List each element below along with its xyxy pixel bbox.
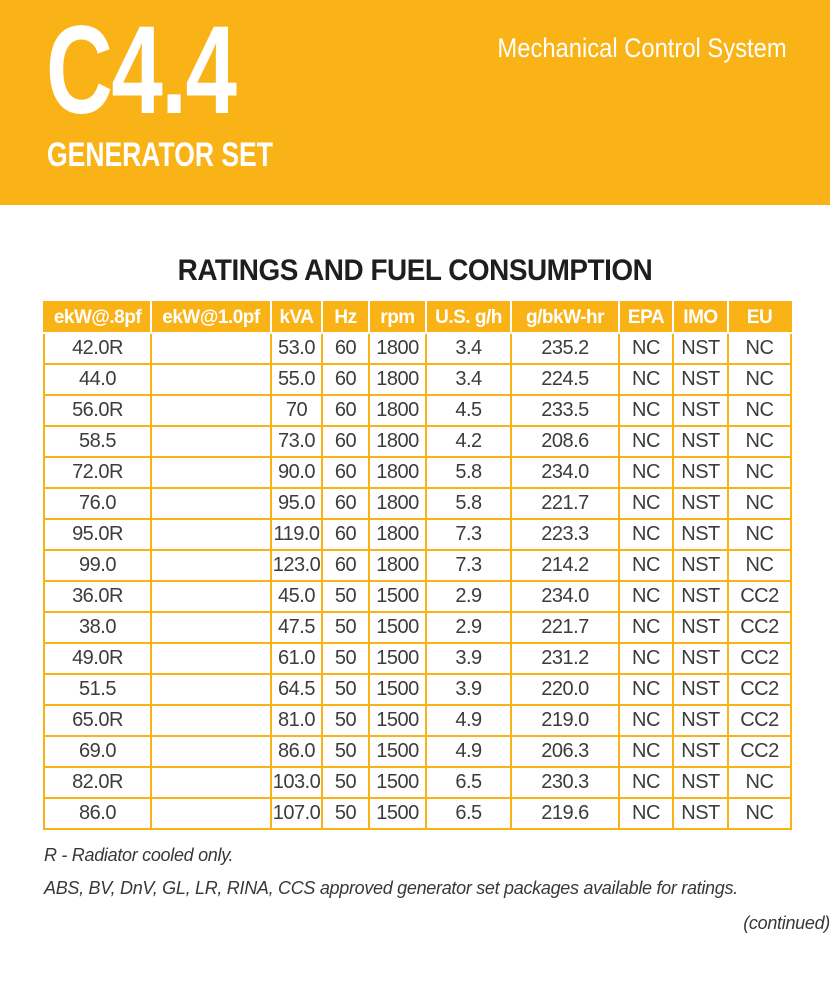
table-cell: 76.0	[44, 488, 151, 519]
table-cell: NST	[673, 767, 728, 798]
table-cell: NST	[673, 364, 728, 395]
table-row	[44, 457, 791, 488]
table-cell: 231.2	[511, 643, 619, 674]
table-cell: 2.9	[426, 612, 511, 643]
table-cell: 81.0	[271, 705, 322, 736]
table-cell	[151, 550, 271, 581]
column-header: U.S. g/h	[426, 302, 511, 333]
table-cell: 38.0	[44, 612, 151, 643]
table-cell: NC	[728, 798, 791, 829]
table-cell: 5.8	[426, 457, 511, 488]
column-header: ekW@.8pf	[44, 302, 151, 333]
table-cell: 49.0R	[44, 643, 151, 674]
column-header: Hz	[322, 302, 369, 333]
table-cell: 3.4	[426, 333, 511, 364]
table-cell: NC	[619, 550, 673, 581]
table-cell: 4.9	[426, 736, 511, 767]
table-cell: 56.0R	[44, 395, 151, 426]
table-cell: 60	[322, 333, 369, 364]
table-cell: 64.5	[271, 674, 322, 705]
table-row	[44, 674, 791, 705]
table-cell	[151, 395, 271, 426]
table-cell: 42.0R	[44, 333, 151, 364]
table-cell: 1800	[369, 333, 426, 364]
table-cell: NC	[619, 612, 673, 643]
table-row	[44, 395, 791, 426]
table-cell: NC	[728, 395, 791, 426]
table-cell: NST	[673, 457, 728, 488]
table-cell: NC	[619, 333, 673, 364]
table-cell: NC	[619, 798, 673, 829]
table-cell: NST	[673, 333, 728, 364]
table-cell: 50	[322, 581, 369, 612]
table-cell: 2.9	[426, 581, 511, 612]
table-row	[44, 364, 791, 395]
table-row	[44, 798, 791, 829]
table-cell: 234.0	[511, 457, 619, 488]
column-header: kVA	[271, 302, 322, 333]
table-cell: 1500	[369, 705, 426, 736]
table-row	[44, 488, 791, 519]
table-cell: 51.5	[44, 674, 151, 705]
table-row	[44, 736, 791, 767]
table-cell: 4.5	[426, 395, 511, 426]
table-cell: 4.2	[426, 426, 511, 457]
table-cell: 69.0	[44, 736, 151, 767]
table-cell: 1500	[369, 736, 426, 767]
table-row	[44, 612, 791, 643]
table-cell: NC	[619, 457, 673, 488]
table-cell: 36.0R	[44, 581, 151, 612]
table-cell: 50	[322, 705, 369, 736]
section-title: RATINGS AND FUEL CONSUMPTION	[177, 254, 653, 287]
table-cell	[151, 426, 271, 457]
table-cell: NST	[673, 674, 728, 705]
table-cell: 60	[322, 550, 369, 581]
table-cell: 4.9	[426, 705, 511, 736]
table-row	[44, 333, 791, 364]
table-cell: 6.5	[426, 798, 511, 829]
table-cell: CC2	[728, 736, 791, 767]
table-cell: 61.0	[271, 643, 322, 674]
table-cell: 60	[322, 364, 369, 395]
table-cell: 50	[322, 767, 369, 798]
table-cell	[151, 457, 271, 488]
table-cell	[151, 705, 271, 736]
table-cell	[151, 488, 271, 519]
table-cell: 6.5	[426, 767, 511, 798]
column-header: EU	[728, 302, 791, 333]
table-cell: 208.6	[511, 426, 619, 457]
table-cell: 60	[322, 457, 369, 488]
table-cell	[151, 798, 271, 829]
table-cell: 1800	[369, 395, 426, 426]
table-cell: 95.0	[271, 488, 322, 519]
table-cell: CC2	[728, 612, 791, 643]
table-cell: 60	[322, 488, 369, 519]
table-cell: 60	[322, 426, 369, 457]
table-cell: 223.3	[511, 519, 619, 550]
table-row	[44, 519, 791, 550]
table-cell: 50	[322, 736, 369, 767]
table-cell: NC	[619, 581, 673, 612]
table-header	[44, 302, 791, 333]
table-cell: 50	[322, 612, 369, 643]
table-cell: 221.7	[511, 612, 619, 643]
table-cell: 50	[322, 798, 369, 829]
table-cell: 65.0R	[44, 705, 151, 736]
table-cell: 50	[322, 643, 369, 674]
ratings-table-wrap	[43, 301, 790, 830]
table-cell: 219.6	[511, 798, 619, 829]
table-cell: NST	[673, 643, 728, 674]
table-cell: 95.0R	[44, 519, 151, 550]
table-cell	[151, 767, 271, 798]
table-row	[44, 581, 791, 612]
table-cell: NC	[728, 519, 791, 550]
table-cell: 233.5	[511, 395, 619, 426]
table-cell: 73.0	[271, 426, 322, 457]
table-cell	[151, 643, 271, 674]
table-cell: NC	[619, 736, 673, 767]
table-cell: 1500	[369, 798, 426, 829]
header-banner	[0, 0, 830, 205]
table-cell: 3.9	[426, 643, 511, 674]
table-cell: NC	[619, 395, 673, 426]
table-cell: NST	[673, 395, 728, 426]
table-cell: 55.0	[271, 364, 322, 395]
table-cell: 1800	[369, 488, 426, 519]
table-cell: NST	[673, 550, 728, 581]
table-row	[44, 767, 791, 798]
table-cell: CC2	[728, 705, 791, 736]
table-cell: 214.2	[511, 550, 619, 581]
column-header: IMO	[673, 302, 728, 333]
header-row	[44, 302, 791, 333]
table-cell: NC	[728, 333, 791, 364]
table-cell: 50	[322, 674, 369, 705]
note-approvals: ABS, BV, DnV, GL, LR, RINA, CCS approved generator set packages available for ratings.	[44, 878, 738, 898]
table-cell: 45.0	[271, 581, 322, 612]
ratings-table	[43, 301, 792, 830]
table-cell: 1500	[369, 612, 426, 643]
table-body	[44, 333, 791, 829]
table-cell: NC	[728, 550, 791, 581]
table-cell: 53.0	[271, 333, 322, 364]
table-cell	[151, 674, 271, 705]
table-cell: CC2	[728, 643, 791, 674]
table-cell: NST	[673, 705, 728, 736]
table-cell: 119.0	[271, 519, 322, 550]
table-cell: NC	[619, 519, 673, 550]
column-header: rpm	[369, 302, 426, 333]
table-cell: 1500	[369, 643, 426, 674]
table-cell: 60	[322, 395, 369, 426]
table-cell	[151, 612, 271, 643]
table-cell: NST	[673, 612, 728, 643]
table-cell: 7.3	[426, 550, 511, 581]
table-cell: CC2	[728, 674, 791, 705]
table-cell: 44.0	[44, 364, 151, 395]
table-cell: NC	[728, 364, 791, 395]
table-cell: NST	[673, 736, 728, 767]
table-cell: 86.0	[271, 736, 322, 767]
control-system-tagline: Mechanical Control System	[497, 33, 787, 63]
product-name: GENERATOR SET	[47, 136, 273, 174]
table-cell: 123.0	[271, 550, 322, 581]
table-cell: 1800	[369, 426, 426, 457]
table-cell: NC	[728, 457, 791, 488]
table-cell: 7.3	[426, 519, 511, 550]
table-cell	[151, 736, 271, 767]
table-cell: NC	[728, 767, 791, 798]
table-cell: NST	[673, 798, 728, 829]
table-cell: 1800	[369, 457, 426, 488]
table-cell: NC	[619, 643, 673, 674]
table-cell	[151, 581, 271, 612]
table-cell: 1800	[369, 550, 426, 581]
page-content	[0, 205, 830, 934]
table-cell: 3.9	[426, 674, 511, 705]
table-cell: 86.0	[44, 798, 151, 829]
table-cell: NC	[728, 426, 791, 457]
table-cell: 5.8	[426, 488, 511, 519]
continued-label: (continued)	[743, 913, 830, 933]
table-cell	[151, 519, 271, 550]
table-cell: NC	[619, 364, 673, 395]
model-number: C4.4	[46, 1, 236, 140]
table-cell: 70	[271, 395, 322, 426]
table-cell: 1800	[369, 519, 426, 550]
table-cell: NC	[619, 426, 673, 457]
table-cell: 206.3	[511, 736, 619, 767]
table-cell: NC	[619, 705, 673, 736]
table-cell	[151, 364, 271, 395]
table-cell: 234.0	[511, 581, 619, 612]
table-cell: 219.0	[511, 705, 619, 736]
table-cell: 60	[322, 519, 369, 550]
table-cell: 58.5	[44, 426, 151, 457]
table-cell: NC	[619, 674, 673, 705]
column-header: EPA	[619, 302, 673, 333]
table-cell: CC2	[728, 581, 791, 612]
table-row	[44, 550, 791, 581]
table-cell: NST	[673, 519, 728, 550]
table-cell: 224.5	[511, 364, 619, 395]
table-cell: 3.4	[426, 364, 511, 395]
table-cell: 82.0R	[44, 767, 151, 798]
table-cell: NC	[728, 488, 791, 519]
table-cell: NC	[619, 767, 673, 798]
table-cell: 1500	[369, 767, 426, 798]
table-cell	[151, 333, 271, 364]
table-cell: 1800	[369, 364, 426, 395]
table-cell: 1500	[369, 674, 426, 705]
table-cell: 47.5	[271, 612, 322, 643]
table-cell: 99.0	[44, 550, 151, 581]
table-row	[44, 643, 791, 674]
table-cell: 235.2	[511, 333, 619, 364]
table-cell: 90.0	[271, 457, 322, 488]
footnotes	[44, 845, 790, 899]
table-cell: NC	[619, 488, 673, 519]
table-cell: 1500	[369, 581, 426, 612]
table-cell: 220.0	[511, 674, 619, 705]
table-row	[44, 426, 791, 457]
table-cell: 103.0	[271, 767, 322, 798]
table-cell: 72.0R	[44, 457, 151, 488]
table-cell: NST	[673, 488, 728, 519]
table-cell: 230.3	[511, 767, 619, 798]
table-row	[44, 705, 791, 736]
table-cell: NST	[673, 426, 728, 457]
table-cell: 221.7	[511, 488, 619, 519]
column-header: ekW@1.0pf	[151, 302, 271, 333]
note-radiator: R - Radiator cooled only.	[44, 845, 234, 865]
table-cell: 107.0	[271, 798, 322, 829]
column-header: g/bkW-hr	[511, 302, 619, 333]
table-cell: NST	[673, 581, 728, 612]
